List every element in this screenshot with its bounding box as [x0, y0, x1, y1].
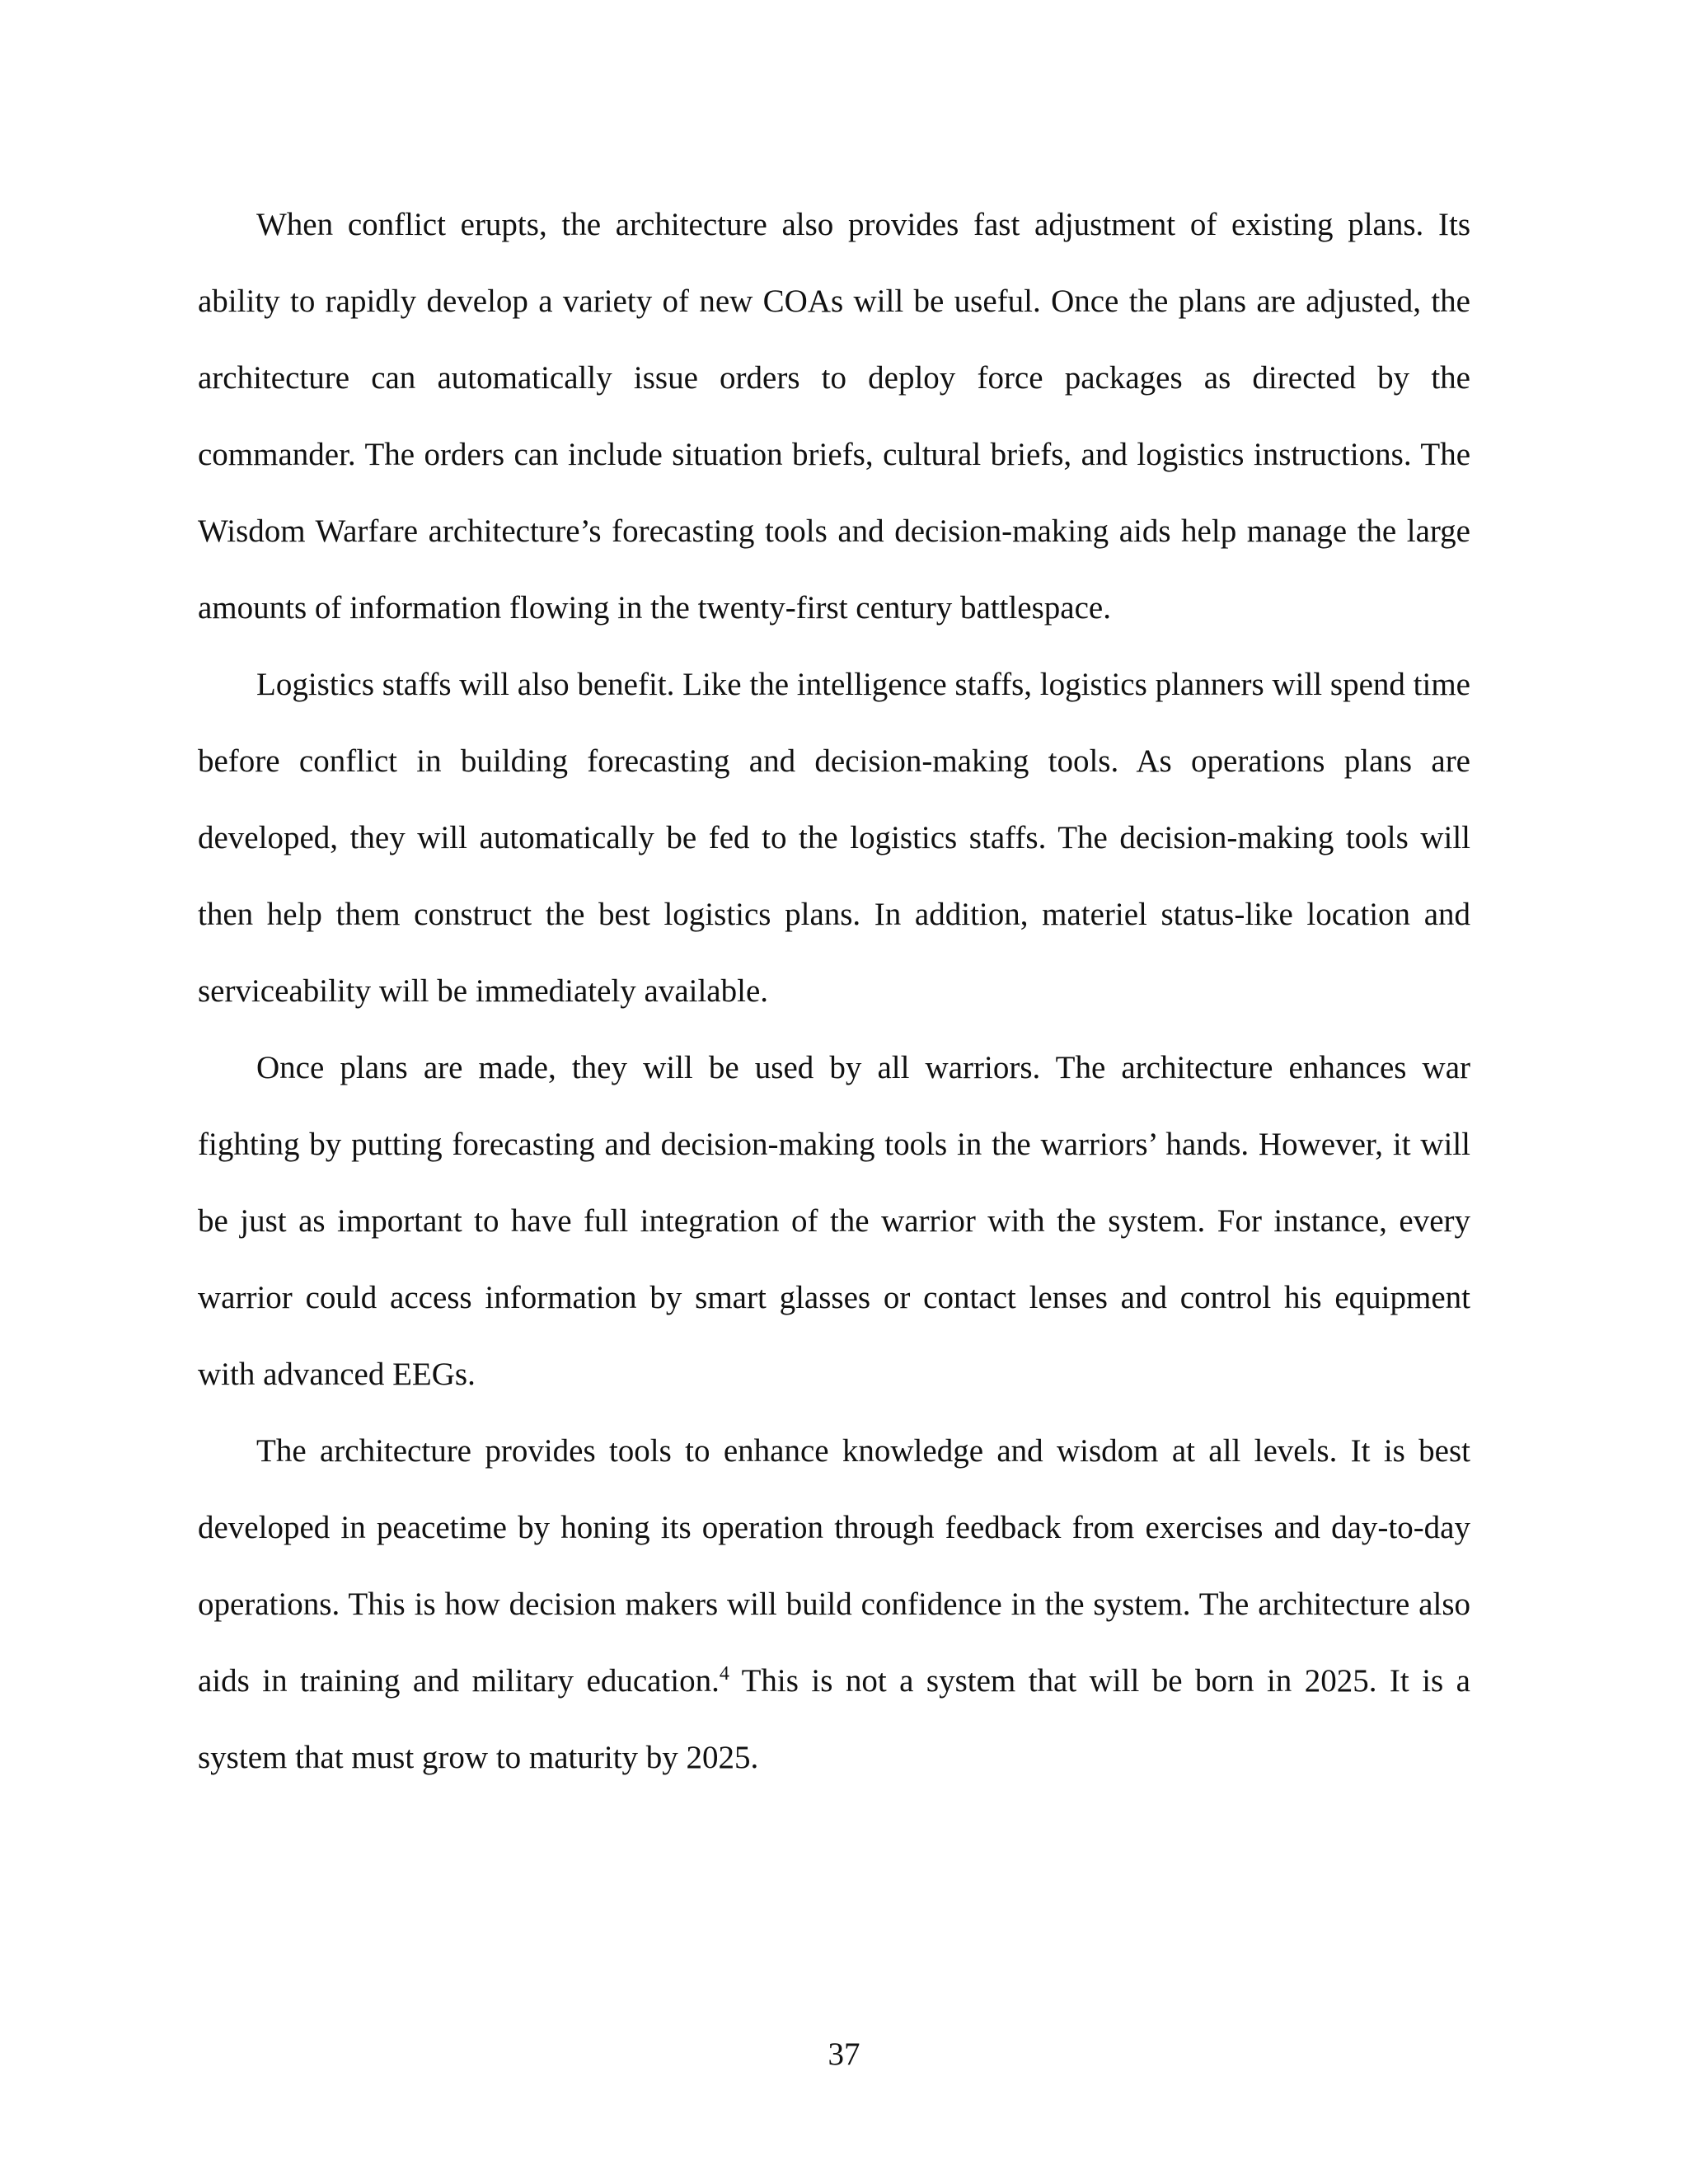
footnote-reference: 4	[719, 1663, 729, 1685]
paragraph-text-after-footnote: This is not a system that will be born in 2025. It is a system that must grow to maturity by 2025.	[198, 1663, 1470, 1775]
paragraph-logistics-staffs: Logistics staffs will also benefit. Like the intelligence staffs, logistics planners will spend time before conflict in building forecasting and decision-making tools. As operations plans are developed, they will automatically be fed to the logistics staffs. The decision-making tools will then help them construct the best logistics plans. In addition, materiel status-like location and serviceability will be immediately available.	[198, 667, 1470, 1009]
paragraph-warriors: Once plans are made, they will be used by all warriors. The architecture enhances war fighting by putting forecasting and decision-making tools in the warriors’ hands. However, it will be just as important to have full integration of the warrior with the system. For instance, every warrior could access information by smart glasses or contact lenses and control his equipment with advanced EEGs.	[198, 1050, 1470, 1392]
paragraph-text-before-footnote: The architecture provides tools to enhance knowledge and wisdom at all levels. It is best developed in peacetime by honing its operation through feedback from exercises and day-to-day operations. This is how decision makers will build confidence in the system. The architecture also aids in training and military education.	[198, 1433, 1470, 1699]
paragraph-knowledge-wisdom	[198, 1413, 1470, 1796]
body-text	[198, 186, 1470, 1796]
page-number: 37	[828, 2036, 860, 2072]
paragraph-conflict-adjustment: When conflict erupts, the architecture also provides fast adjustment of existing plans. Its ability to rapidly develop a variety of new COAs will be useful. Once the plans are adjusted, the architecture can automatically issue orders to deploy force packages as directed by the commander. The orders can include situation briefs, cultural briefs, and logistics instructions. The Wisdom Warfare architecture’s forecasting tools and decision-making aids help manage the large amounts of information flowing in the twenty-first century battlespace.	[198, 207, 1470, 626]
